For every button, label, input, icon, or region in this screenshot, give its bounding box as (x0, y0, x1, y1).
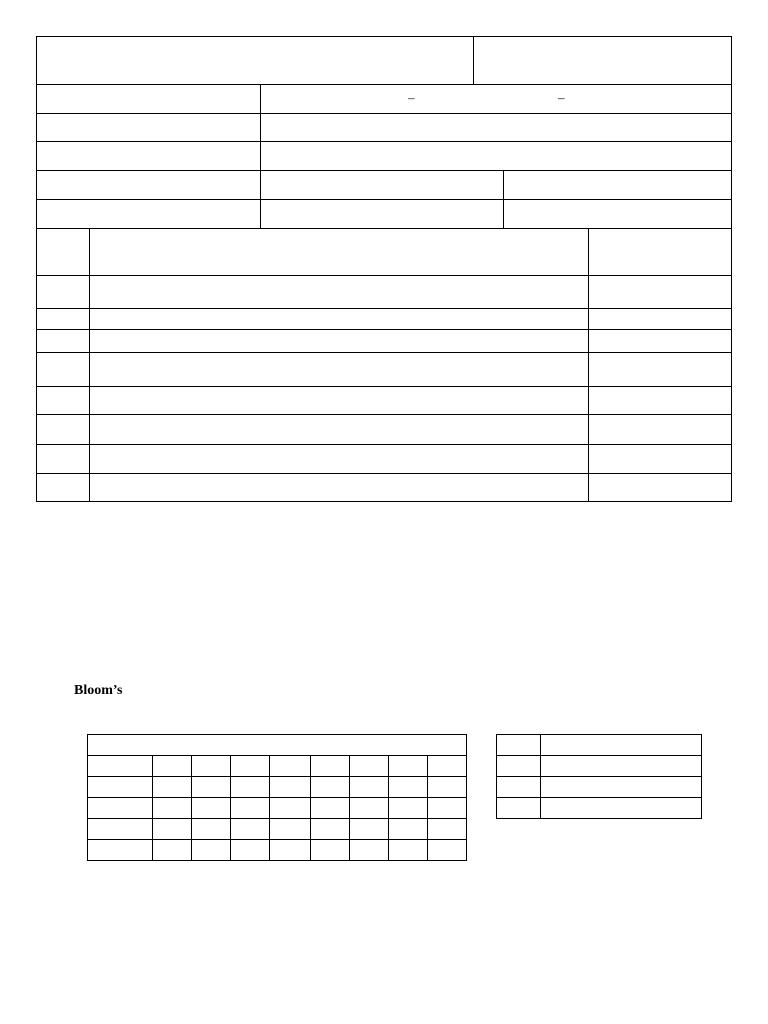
date-value-cell (261, 85, 732, 113)
table-cell (541, 777, 702, 798)
table-cell (270, 756, 310, 777)
table-cell (497, 735, 541, 756)
table-cell (427, 798, 466, 819)
table-row (88, 735, 467, 756)
table-cell (192, 819, 231, 840)
table-cell (231, 756, 270, 777)
table-row (497, 777, 702, 798)
table-row (88, 798, 467, 819)
title-side-cell (474, 36, 732, 84)
table-cell (310, 840, 349, 861)
table-cell (349, 819, 388, 840)
table-cell (349, 777, 388, 798)
table-cell (270, 798, 310, 819)
table-cell (310, 756, 349, 777)
table-cell (427, 756, 466, 777)
table-cell (349, 798, 388, 819)
table-cell (153, 756, 192, 777)
table-cell (427, 819, 466, 840)
table-row (497, 735, 702, 756)
table-cell (88, 798, 153, 819)
table-row (88, 819, 467, 840)
table-cell (388, 840, 427, 861)
table-cell (388, 819, 427, 840)
table-row (88, 756, 467, 777)
table-cell (192, 840, 231, 861)
table-cell (310, 777, 349, 798)
info-value-cell (261, 114, 732, 141)
table-cell (388, 777, 427, 798)
table-row (88, 777, 467, 798)
table-cell (231, 819, 270, 840)
question-row (36, 415, 732, 444)
table-cell (427, 840, 466, 861)
question-row (36, 353, 732, 386)
question-row (36, 309, 732, 329)
table-cell (88, 840, 153, 861)
date-label-cell (36, 85, 260, 113)
info-label-cell (36, 142, 260, 170)
date-separator-1: – (408, 90, 415, 105)
table-cell (153, 819, 192, 840)
table-cell (231, 840, 270, 861)
table-cell (192, 798, 231, 819)
table-cell (427, 777, 466, 798)
table-cell (497, 798, 541, 819)
table-cell (541, 735, 702, 756)
table-cell (88, 756, 153, 777)
info-label-cell (36, 200, 260, 228)
table-cell (541, 756, 702, 777)
table-cell (270, 840, 310, 861)
question-row (36, 474, 732, 502)
table-cell (270, 819, 310, 840)
table-row (88, 840, 467, 861)
date-separator-2: – (558, 90, 565, 105)
table-cell (497, 777, 541, 798)
question-row (36, 445, 732, 473)
question-row (36, 387, 732, 414)
table-cell (388, 798, 427, 819)
blooms-legend-table (496, 734, 702, 819)
table-cell (231, 777, 270, 798)
info-value-cell (261, 142, 732, 170)
table-cell (310, 819, 349, 840)
title-cell (36, 36, 474, 84)
table-title-cell (88, 735, 467, 756)
question-row (36, 330, 732, 352)
table-cell (497, 756, 541, 777)
table-cell (192, 777, 231, 798)
table-cell (192, 756, 231, 777)
blooms-distribution-table (87, 734, 467, 861)
blooms-heading: Bloom’s (74, 683, 123, 698)
table-cell (349, 756, 388, 777)
table-row (497, 756, 702, 777)
table-cell (153, 798, 192, 819)
table-cell (88, 777, 153, 798)
table-cell (153, 777, 192, 798)
info-label-cell (36, 171, 260, 199)
table-cell (349, 840, 388, 861)
table-cell (270, 777, 310, 798)
table-cell (231, 798, 270, 819)
info-label-cell (36, 114, 260, 141)
table-cell (153, 840, 192, 861)
table-cell (310, 798, 349, 819)
table-row (497, 798, 702, 819)
table-cell (88, 819, 153, 840)
table-cell (388, 756, 427, 777)
table-cell (541, 798, 702, 819)
question-row (36, 276, 732, 308)
question-header-row (36, 228, 732, 275)
